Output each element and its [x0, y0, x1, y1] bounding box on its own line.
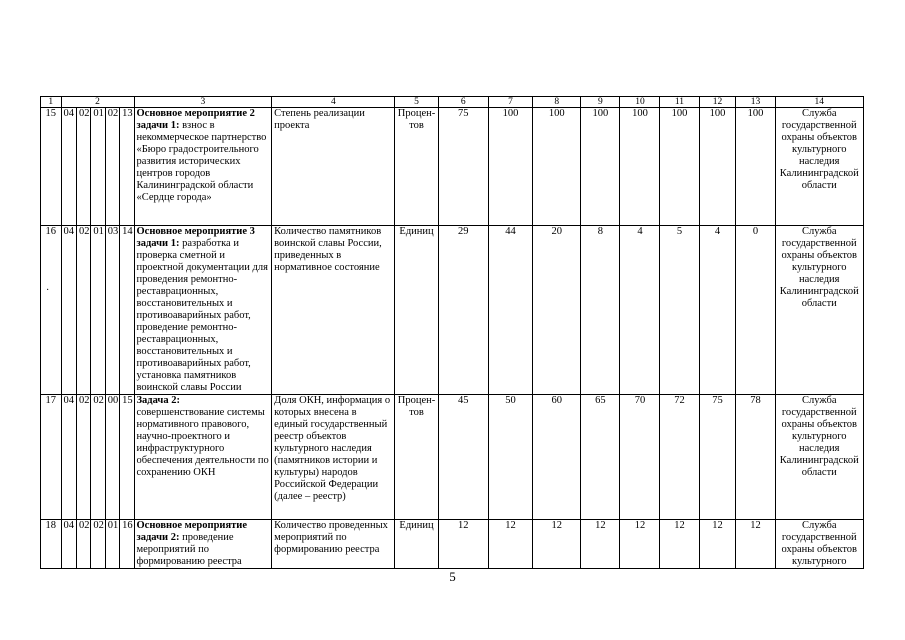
unit-cell: Процен-тов [395, 108, 438, 226]
header-cell: 9 [581, 97, 620, 108]
header-cell: 3 [134, 97, 272, 108]
value-cell: 100 [736, 108, 775, 226]
code-cell: 02 [76, 108, 90, 226]
responsible-cell: Служба государственной охраны объектов культурного наследия Калининградской области [775, 226, 863, 395]
value-cell: 65 [581, 395, 620, 520]
row-number: 15 [41, 108, 62, 226]
code-cell: 04 [61, 226, 76, 395]
row-number: 17 [41, 395, 62, 520]
margin-mark: · [46, 285, 50, 296]
value-cell: 12 [488, 520, 532, 569]
measure-description [134, 520, 272, 569]
code-cell: 02 [105, 108, 119, 226]
table-row [41, 520, 864, 569]
value-cell: 100 [620, 108, 660, 226]
measure-title: Задача 2: [136, 395, 180, 406]
responsible-cell: Служба государственной охраны объектов культурного наследия Калининградской области [775, 108, 863, 226]
value-cell: 75 [699, 395, 736, 520]
header-cell: 13 [736, 97, 775, 108]
value-cell: 100 [581, 108, 620, 226]
table-row [41, 395, 864, 520]
responsible-cell: Служба государственной охраны объектов культурного наследия Калининградской области [775, 395, 863, 520]
code-cell: 15 [120, 395, 134, 520]
value-cell: 60 [533, 395, 581, 520]
code-cell: 01 [105, 520, 119, 569]
measure-description [134, 395, 272, 520]
value-cell: 12 [581, 520, 620, 569]
row-number: 18 [41, 520, 62, 569]
indicator-cell: Доля ОКН, информация о которых внесена в единый государственный реестр объектов культурного наследия (памятников истории и культуры) народов Российской Федерации (далее – реестр) [272, 395, 395, 520]
row-number: 16 [41, 226, 62, 395]
unit-cell: Единиц [395, 226, 438, 395]
code-cell: 03 [105, 226, 119, 395]
value-cell: 100 [533, 108, 581, 226]
header-cell: 11 [660, 97, 699, 108]
header-cell: 1 [41, 97, 62, 108]
value-cell: 12 [699, 520, 736, 569]
value-cell: 5 [660, 226, 699, 395]
measure-text: разработка и проверка сметной и проектной документации для проведения ремонтно-реставрационных, восстановительных и противоаварийных работ, проведение ремонтно-реставрационных, восстановительных и противоаварийных работ, установка памятников воинской славы России [136, 238, 268, 393]
code-cell: 01 [91, 108, 105, 226]
value-cell: 20 [533, 226, 581, 395]
value-cell: 8 [581, 226, 620, 395]
code-cell: 02 [76, 395, 90, 520]
header-cell: 12 [699, 97, 736, 108]
measure-description [134, 226, 272, 395]
code-cell: 02 [76, 226, 90, 395]
table-row [41, 108, 864, 226]
value-cell: 70 [620, 395, 660, 520]
value-cell: 72 [660, 395, 699, 520]
value-cell: 12 [660, 520, 699, 569]
value-cell: 50 [488, 395, 532, 520]
value-cell: 44 [488, 226, 532, 395]
measure-text: взнос в некоммерческое партнерство «Бюро градостроительного развития исторических центров городов Калининградской области «Сердце города» [136, 120, 267, 203]
measure-description [134, 108, 272, 226]
code-cell: 02 [91, 395, 105, 520]
code-cell: 04 [61, 108, 76, 226]
indicator-cell: Количество памятников воинской славы России, приведенных в нормативное состояние [272, 226, 395, 395]
value-cell: 45 [438, 395, 488, 520]
code-cell: 00 [105, 395, 119, 520]
code-cell: 04 [61, 395, 76, 520]
responsible-cell: Служба государственной охраны объектов культурного [775, 520, 863, 569]
value-cell: 78 [736, 395, 775, 520]
measures-table [40, 96, 864, 569]
value-cell: 4 [620, 226, 660, 395]
header-cell: 8 [533, 97, 581, 108]
indicator-cell: Количество проведенных мероприятий по формированию реестра [272, 520, 395, 569]
value-cell: 100 [699, 108, 736, 226]
value-cell: 0 [736, 226, 775, 395]
value-cell: 12 [736, 520, 775, 569]
header-cell: 14 [775, 97, 863, 108]
measure-title: Основное мероприятие 2 задачи 1: [136, 108, 255, 131]
unit-cell: Единиц [395, 520, 438, 569]
header-cell: 6 [438, 97, 488, 108]
header-cell: 5 [395, 97, 438, 108]
code-cell: 02 [91, 520, 105, 569]
measure-title: Основное мероприятие 3 задачи 1: [136, 226, 255, 249]
header-cell: 2 [61, 97, 134, 108]
value-cell: 12 [620, 520, 660, 569]
value-cell: 12 [533, 520, 581, 569]
code-cell: 13 [120, 108, 134, 226]
header-cell: 4 [272, 97, 395, 108]
code-cell: 02 [76, 520, 90, 569]
code-cell: 14 [120, 226, 134, 395]
indicator-cell: Степень реализации проекта [272, 108, 395, 226]
unit-cell: Процен-тов [395, 395, 438, 520]
value-cell: 4 [699, 226, 736, 395]
value-cell: 100 [488, 108, 532, 226]
code-cell: 16 [120, 520, 134, 569]
table-row [41, 226, 864, 395]
measure-text: проведение мероприятий по формированию реестра [136, 532, 242, 567]
page-number: 5 [449, 569, 456, 584]
code-cell: 01 [91, 226, 105, 395]
measure-text: совершенствование системы нормативного правового, научно-проектного и инфраструктурного обеспечения деятельности по сохранению ОКН [136, 407, 269, 478]
value-cell: 12 [438, 520, 488, 569]
value-cell: 29 [438, 226, 488, 395]
header-row [41, 97, 864, 108]
value-cell: 100 [660, 108, 699, 226]
header-cell: 10 [620, 97, 660, 108]
value-cell: 75 [438, 108, 488, 226]
code-cell: 04 [61, 520, 76, 569]
header-cell: 7 [488, 97, 532, 108]
measure-title: Основное мероприятие задачи 2: [136, 520, 248, 543]
